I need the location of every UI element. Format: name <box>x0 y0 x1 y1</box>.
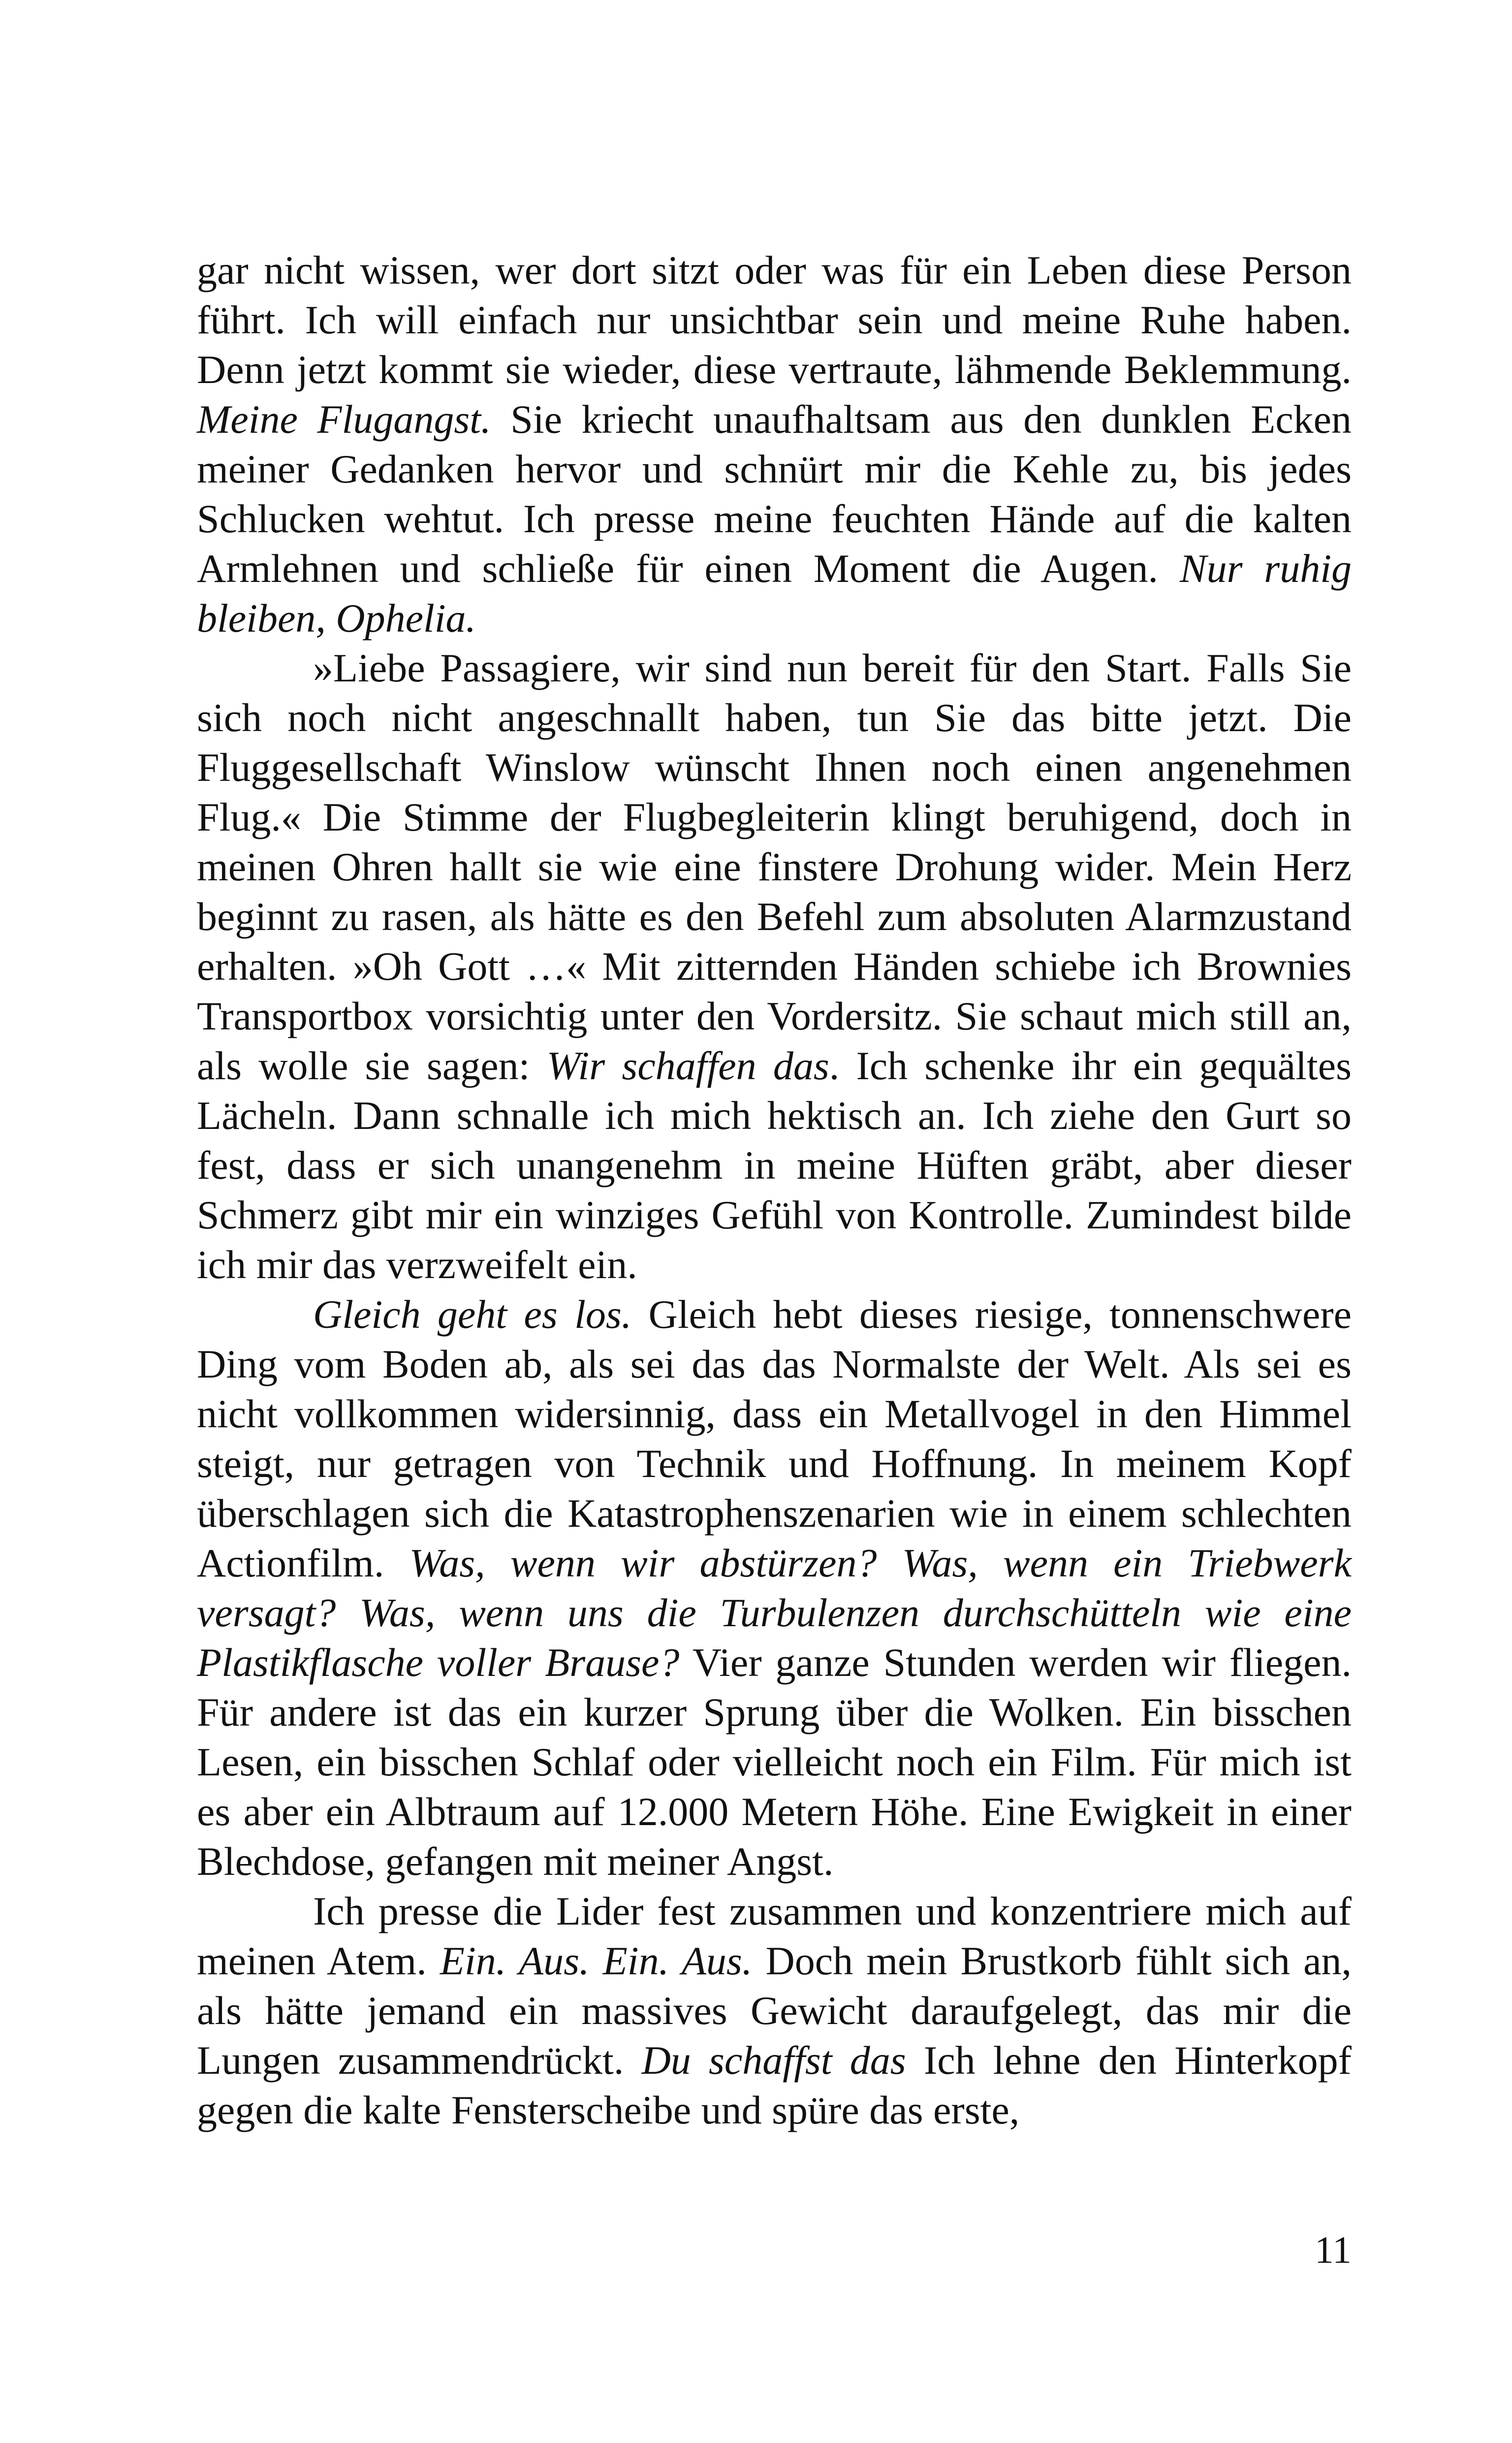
text-run: Gleich hebt dieses riesige, tonnenschwere Ding vom Boden ab, als sei das das Normalste der Welt. Als sei es nicht vollkommen widersinnig, dass ein Metallvogel in den Himmel steigt, nur getragen von Technik und Hoffnung. In meinem Kopf überschlagen sich die Katastrophenszenarien wie in einem schlechten Actionfilm. <box>197 1292 1352 1585</box>
text-run: . Ich schenke ihr ein gequältes Lächeln. Dann schnalle ich mich hektisch an. Ich ziehe den Gurt so fest, dass er sich unangenehm in meine Hüften gräbt, aber dieser Schmerz gibt mir ein winziges Gefühl von Kontrolle. Zumindest bilde ich mir das verzweifelt ein. <box>197 1043 1352 1287</box>
body-text <box>197 245 1352 2135</box>
paragraph-2 <box>197 643 1352 1289</box>
paragraph-1 <box>197 245 1352 643</box>
text-run: Doch mein Brustkorb fühlt sich an, als hätte jemand ein massives Gewicht daraufgelegt, das mir die Lungen zusammendrückt. <box>197 1938 1352 2083</box>
italic-run: Was, wenn wir abstürzen? Was, wenn ein Triebwerk versagt? Was, wenn uns die Turbulenzen durchschütteln wie eine Plastikflasche voller Brause? <box>197 1541 1352 1685</box>
text-run: Ich presse die Lider fest zusammen und konzentriere mich auf meinen Atem. <box>197 1889 1352 1983</box>
text-run: Vier ganze Stunden werden wir fliegen. Für andere ist das ein kurzer Sprung über die Wolken. Ein bisschen Lesen, ein bisschen Schlaf oder vielleicht noch ein Film. Für mich ist es aber ein Albtraum auf 12.000 Metern Höhe. Eine Ewigkeit in einer Blechdose, gefangen mit meiner Angst. <box>197 1640 1352 1884</box>
italic-run: Du schaffst das <box>641 2038 906 2083</box>
text-run: Sie kriecht unaufhaltsam aus den dunklen Ecken meiner Gedanken hervor und schnürt mir die Kehle zu, bis jedes Schlucken wehtut. Ich presse meine feuchten Hände auf die kalten Armlehnen und schließe für einen Moment die Augen. <box>197 397 1352 591</box>
italic-run: Ein. Aus. Ein. Aus. <box>440 1938 753 1983</box>
italic-run: Gleich geht es los. <box>313 1292 632 1337</box>
text-run: Ich lehne den Hinterkopf gegen die kalte Fensterscheibe und spüre das erste, <box>197 2038 1352 2132</box>
paragraph-4 <box>197 1886 1352 2135</box>
text-run: gar nicht wissen, wer dort sitzt oder was für ein Leben diese Person führt. Ich will einfach nur unsichtbar sein und meine Ruhe haben. Denn jetzt kommt sie wieder, diese vertraute, lähmende Beklemmung. <box>197 248 1352 392</box>
italic-run: Nur ruhig bleiben, Ophelia. <box>197 546 1352 641</box>
text-run: »Liebe Passagiere, wir sind nun bereit für den Start. Falls Sie sich noch nicht angeschnallt haben, tun Sie das bitte jetzt. Die Fluggesellschaft Winslow wünscht Ihnen noch einen angenehmen Flug.« Die Stimme der Flugbegleiterin klingt beruhigend, doch in meinen Ohren hallt sie wie eine finstere Drohung wider. Mein Herz beginnt zu rasen, als hätte es den Befehl zum absoluten Alarmzustand erhalten. »Oh Gott …« Mit zitternden Händen schiebe ich Brownies Transportbox vorsichtig unter den Vordersitz. Sie schaut mich still an, als wolle sie sagen: <box>197 645 1352 1088</box>
italic-run: Meine Flugangst. <box>197 397 491 442</box>
page-number: 11 <box>1314 2228 1352 2271</box>
italic-run: Wir schaffen das <box>546 1043 829 1088</box>
paragraph-3 <box>197 1289 1352 1886</box>
